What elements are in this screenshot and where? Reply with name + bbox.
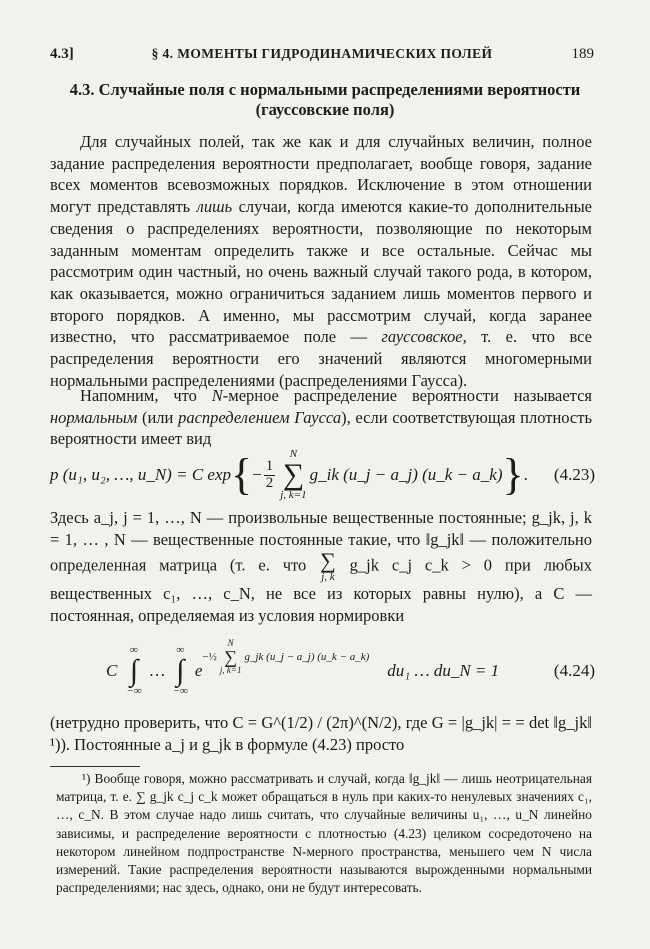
p1-em-b: гауссовское,: [381, 327, 467, 347]
eq2-e: e: [194, 661, 203, 680]
p2-text-c: (или: [137, 407, 179, 427]
p4-text: (нетрудно проверить, что C = G^(1/2) / (2π)^(N/2), где G = |g_jk| = = det ‖g_jk‖ ¹)). Постоянные a_j и g_jk в формуле (4.23) просто: [50, 713, 592, 754]
eq1-sum: [280, 449, 306, 501]
eq1-frac-den: 2: [265, 474, 274, 491]
p2-n: N: [211, 386, 223, 405]
eq1-number: (4.23): [553, 465, 595, 484]
sigma-icon: ∑: [224, 647, 238, 667]
eq2-int2-lo: −∞: [172, 685, 188, 697]
footnote-rule: [50, 766, 140, 767]
eq2-sum-bot: j, k=1: [219, 665, 242, 675]
eq2-c: C: [106, 661, 118, 680]
footnote-text: Вообще говоря, можно рассматривать и случай, когда ‖g_jk‖ — лишь неотрицательная матрица, т. е. ∑ g_jk c_j c_k может обращаться в нуль при каких-то ненулевых значениях c₁, …, c_N. В этом случае надо лишь считать, что случайные величины u₁, …, u_N линейно зависимы, и распределение вероятности с плотностью (4.23) целиком сосредоточено на некотором линейном подпространстве N-мерного пространства, меньшего чем N числа измерений. Такие распределения вероятности называются вырожденными нормальными распределениями; нас здесь, однако, они не будут интересовать.: [56, 771, 592, 896]
eq1-body: g_ik (u_j − a_j) (u_k − a_k): [309, 465, 503, 484]
eq2-exp-body: g_jk (u_j − a_j) (u_k − a_k): [244, 651, 370, 663]
p1-text-c: т. е. что все распределения вероятности его значений являются многомерными нормальными распределениями (распределениями Гаусса).: [50, 327, 592, 390]
eq2-int2-hi: ∞: [176, 644, 185, 656]
sigma-icon: ∑: [320, 548, 336, 574]
eq2-int2: [173, 645, 188, 697]
p2-text-b: -мерное распределение вероятности называется: [222, 386, 592, 405]
page-number: 189: [571, 46, 594, 62]
p2-text-a: Напомним, что: [80, 386, 212, 405]
paragraph-4: [50, 712, 592, 755]
p3-text-b: g_jk c_j c_k > 0 при любых вещественных c₁, …, c_N, не все из которых равны нулю), а C — постоянная, определяемая из условия нормировки: [50, 555, 592, 626]
eq2-number: (4.24): [553, 661, 595, 680]
eq2-sum-top: N: [227, 638, 234, 648]
eq2-exp-sum: [220, 639, 242, 675]
p1-em-a: лишь: [196, 197, 233, 217]
section-title: 4.3. Случайные поля с нормальными распределениями вероятности (гауссовские поля): [69, 80, 581, 119]
eq2-int1-lo: −∞: [126, 685, 142, 697]
p3-sum: [320, 550, 336, 583]
eq2-tail: du₁ … du_N = 1: [387, 661, 500, 680]
eq2-dots: …: [148, 661, 166, 680]
eq1-fraction: [264, 459, 276, 492]
paragraph-3: [50, 507, 592, 627]
p2-em-b: распределением Гаусса: [178, 407, 342, 427]
running-title: § 4. МОМЕНТЫ ГИДРОДИНАМИЧЕСКИХ ПОЛЕЙ: [151, 46, 493, 61]
p3-sum-bot: j, k: [321, 571, 335, 584]
p3-text-a: Здесь a_j, j = 1, …, N — произвольные вещественные постоянные; g_jk, j, k = 1, … , N — вещественные постоянные такие, что ‖g_jk‖ — положительно определенная матрица (т. е. что: [50, 508, 592, 575]
integral-icon: ∫: [129, 654, 139, 687]
integral-icon: ∫: [176, 654, 185, 687]
footnote-mark: ¹): [82, 771, 91, 786]
p1-text-a: Для случайных полей, так же как и для случайных величин, полное задание распределения вероятности предполагает, вообще говоря, задание всех моментов всевозможных порядков. Исключение в этом отношении могут представлять: [50, 132, 592, 217]
equation-4-23: p (u₁, u₂, …, u_N) = C exp { − $\frac{1}{2}$ N ∑ j, k=1 g_ik (u_j − a_j) (u_k − a_k) } . (4.23): [50, 448, 595, 501]
eq2-exponent: [202, 639, 369, 675]
paragraph-2: [50, 385, 592, 450]
p2-text-d: ), если соответствующая плотность вероятности имеет вид: [50, 407, 592, 449]
section-ref: 4.3]: [50, 46, 74, 62]
eq2-int1: [126, 645, 141, 697]
equation-4-24: [50, 640, 595, 702]
eq1-sum-bot: j, k=1: [280, 489, 307, 501]
eq1-lhs: p (u₁, u₂, …, u_N) = C exp: [50, 465, 231, 484]
eq1-brace-close: }: [502, 450, 524, 499]
footnote: [56, 770, 592, 897]
eq2-exp-frac: −½: [202, 651, 217, 663]
eq1-sum-top: N: [289, 448, 298, 460]
sigma-icon: ∑: [282, 458, 305, 491]
p2-em-a: нормальным: [50, 407, 138, 427]
p1-text-b: случаи, когда имеются какие-то дополнительные сведения о распределениях вероятности, позволяющие по некоторым заданным моментам определить также и все остальные. Сейчас мы рассмотрим один частный, но очень важный случай такого рода, в котором, как оказывается, можно ограничиться заданием лишь моментов первого и второго порядков. А именно, мы рассмотрим случай, когда заранее известно, что рассматриваемое поле —: [50, 197, 592, 347]
eq1-frac-num: 1: [265, 457, 274, 474]
paragraph-1: [50, 131, 592, 391]
running-header: [50, 46, 594, 68]
eq1-minus: −: [252, 465, 262, 484]
eq1-brace-open: {: [231, 450, 253, 499]
eq2-int1-hi: ∞: [130, 644, 138, 656]
